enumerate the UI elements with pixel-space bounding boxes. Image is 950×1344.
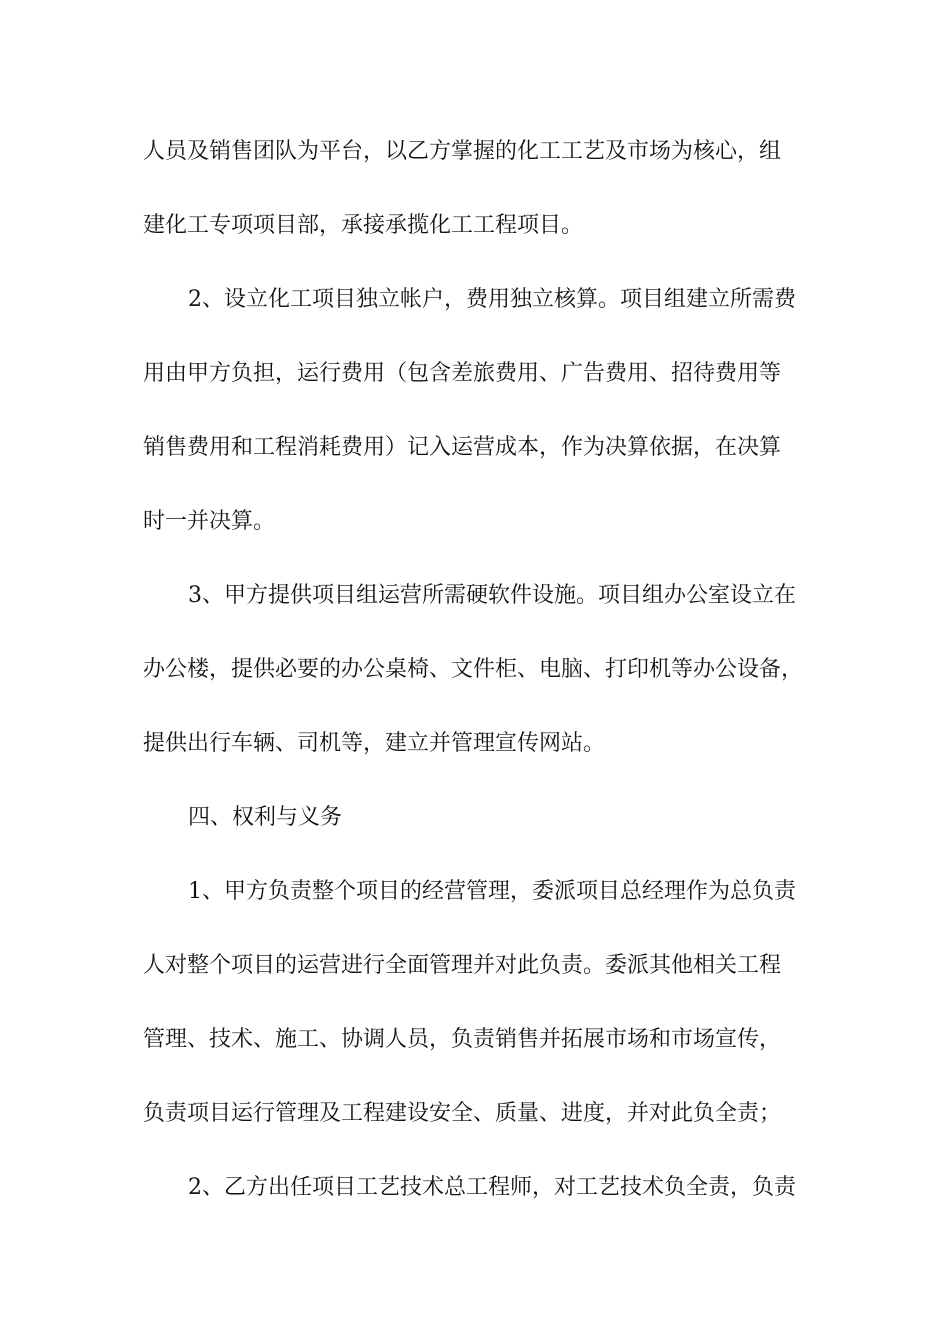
text-line: 办公楼，提供必要的办公桌椅、文件柜、电脑、打印机等办公设备， <box>143 657 804 682</box>
text-line: 时一并决算。 <box>143 509 276 534</box>
text-line: 人员及销售团队为平台，以乙方掌握的化工工艺及市场为核心，组 <box>143 139 782 164</box>
paragraph-start-line: 3、甲方提供项目组运营所需硬软件设施。项目组办公室设立在 <box>188 583 796 608</box>
document-body <box>143 126 813 1236</box>
text-line: 人对整个项目的运营进行全面管理并对此负责。委派其他相关工程 <box>143 953 782 978</box>
text-line: 销售费用和工程消耗费用）记入运营成本，作为决算依据，在决算 <box>143 435 782 460</box>
paragraph-start-line: 1、甲方负责整个项目的经营管理，委派项目总经理作为总负责 <box>188 879 796 904</box>
section-heading: 四、权利与义务 <box>188 805 343 830</box>
text-line: 提供出行车辆、司机等，建立并管理宣传网站。 <box>143 731 606 756</box>
text-line: 负责项目运行管理及工程建设安全、质量、进度，并对此负全责； <box>143 1101 782 1126</box>
paragraph-start-line: 2、设立化工项目独立帐户，费用独立核算。项目组建立所需费 <box>188 287 796 312</box>
text-line: 管理、技术、施工、协调人员，负责销售并拓展市场和市场宣传， <box>143 1027 782 1052</box>
text-line: 建化工专项项目部，承接承揽化工工程项目。 <box>143 213 584 238</box>
text-line: 用由甲方负担，运行费用（包含差旅费用、广告费用、招待费用等 <box>143 361 782 386</box>
paragraph-start-line: 2、乙方出任项目工艺技术总工程师，对工艺技术负全责，负责 <box>188 1175 796 1200</box>
